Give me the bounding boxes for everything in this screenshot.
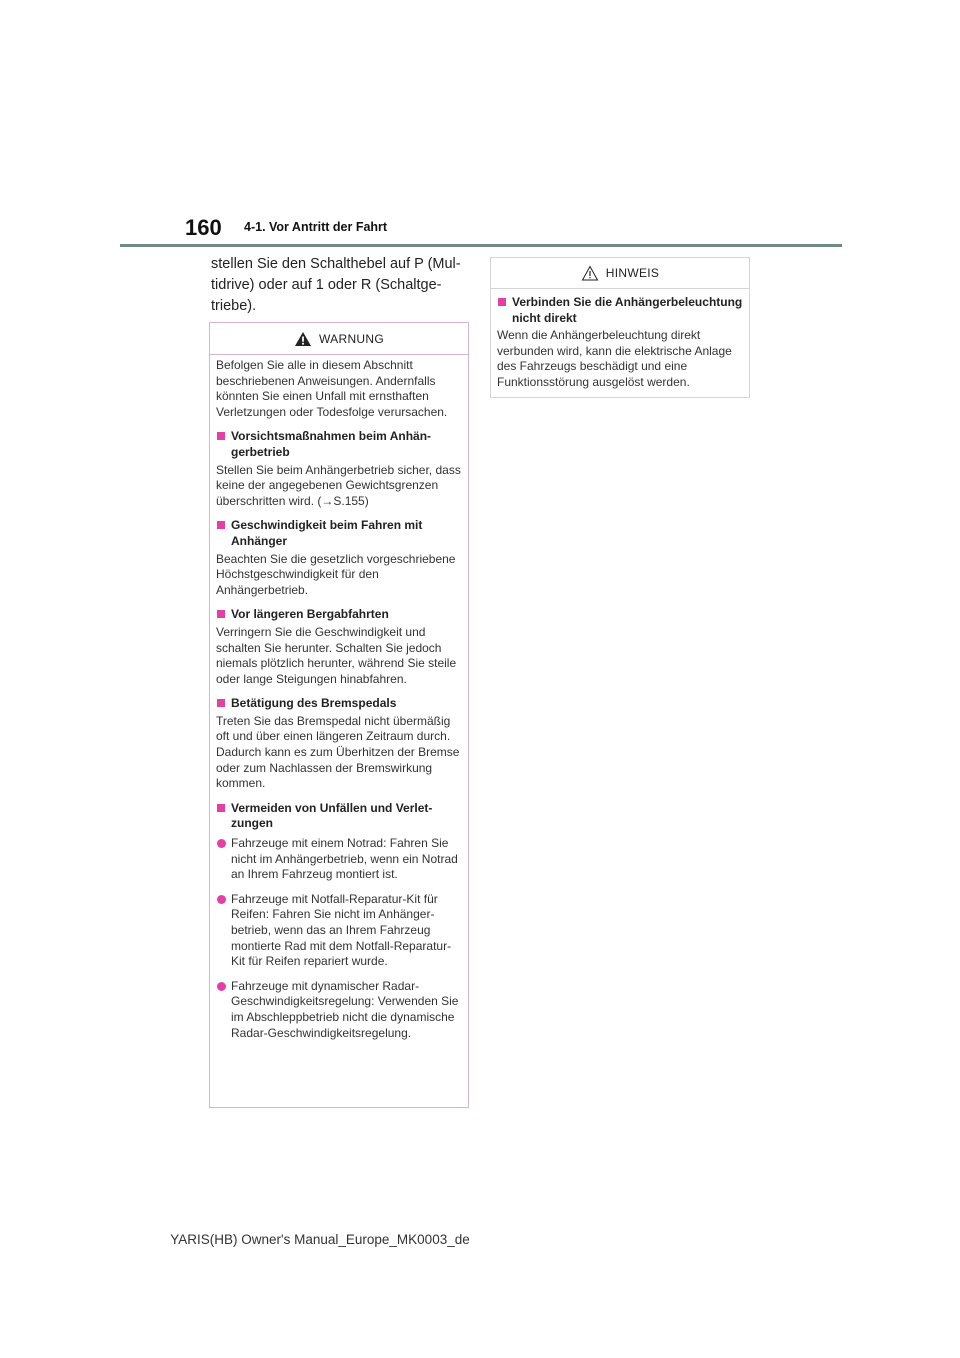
- notice-text: Wenn die Anhängerbeleuchtung direkt verbunden wird, kann die elektrische Anlage des Fahrzeugs beschädigt und eine Funktionsstörung ausgelöst werden.: [497, 328, 732, 389]
- notice-subheading: Verbinden Sie die Anhängerbeleuchtung nicht direkt: [497, 295, 743, 326]
- warning-subheading: Vor längeren Bergabfahrten: [216, 607, 462, 623]
- round-bullet-icon: [217, 895, 226, 904]
- warning-title: WARNUNG: [319, 331, 384, 346]
- square-bullet-icon: [217, 610, 225, 618]
- list-item: Fahrzeuge mit Notfall-Reparatur-Kit für Reifen: Fahren Sie nicht im Anhängerbetrieb, wenn das an Ihrem Fahrzeug montierte Rad mit dem Notfall-Reparatur-Kit für Reifen repariert wurde.: [216, 892, 462, 970]
- warning-header: [210, 323, 468, 355]
- warning-subheading: Vermeiden von Unfällen und Verletzungen: [216, 801, 462, 832]
- warning-subheading: Vorsichtsmaßnahmen beim Anhängerbetrieb: [216, 429, 462, 460]
- warning-subheading: Betätigung des Bremspedals: [216, 696, 462, 712]
- caution-triangle-icon: [581, 265, 599, 281]
- page-number: 160: [185, 215, 222, 240]
- square-bullet-icon: [217, 804, 225, 812]
- header-rule: [120, 244, 842, 247]
- warning-text: Beachten Sie die gesetzlich vorgeschriebene Höchstgeschwindigkeit für den Anhängerbetrieb.: [216, 551, 456, 597]
- square-bullet-icon: [217, 699, 225, 707]
- list-item: Fahrzeuge mit dynamischer Radar-Geschwindigkeitsregelung: Verwenden Sie im Abschleppbetrieb nicht die dynamische Radar-Geschwindigkeitsregelung.: [216, 979, 462, 1041]
- warning-text: Treten Sie das Bremspedal nicht übermäßig oft und über einen längeren Zeitraum durch. Dadurch kann es zum Überhitzen der Bremse oder zum Nachlassen der Bremswirkung kommen.: [216, 713, 460, 791]
- notice-header: [491, 258, 749, 289]
- round-bullet-icon: [217, 839, 226, 848]
- square-bullet-icon: [217, 432, 225, 440]
- warning-text: Verringern Sie die Geschwindigkeit und schalten Sie herunter. Schalten Sie jedoch niemals plötzlich herunter, während Sie steile oder lange Steigungen hinabfahren.: [216, 624, 457, 686]
- warning-subheading: Geschwindigkeit beim Fahren mit Anhänger: [216, 518, 462, 549]
- section-title: 4-1. Vor Antritt der Fahrt: [244, 220, 388, 234]
- notice-box: [490, 257, 750, 398]
- warning-box: [209, 322, 469, 1108]
- square-bullet-icon: [217, 521, 225, 529]
- notice-title: HINWEIS: [605, 266, 660, 280]
- warning-triangle-icon: [294, 331, 312, 347]
- list-item: Fahrzeuge mit einem Notrad: Fahren Sie nicht im Anhängerbetrieb, wenn ein Notrad an Ihrem Fahrzeug montiert ist.: [216, 836, 462, 883]
- warning-text: Stellen Sie beim Anhängerbetrieb sicher, dass keine der angegebenen Gewichtsgrenzen überschritten wird. (→S.155): [216, 462, 461, 508]
- square-bullet-icon: [498, 298, 506, 306]
- footer-text: YARIS(HB) Owner's Manual_Europe_MK0003_de: [170, 1232, 470, 1247]
- warning-intro: Befolgen Sie alle in diesem Abschnitt beschriebenen Anweisungen. Andernfalls könnten Sie einen Unfall mit ernsthaften Verletzungen oder Todesfolge verursachen.: [216, 358, 448, 419]
- notice-body: [491, 289, 749, 391]
- warning-body: [210, 355, 468, 1041]
- round-bullet-icon: [217, 982, 226, 991]
- intro-paragraph: stellen Sie den Schalthebel auf P (Multidrive) oder auf 1 oder R (Schaltgetriebe).: [211, 256, 461, 314]
